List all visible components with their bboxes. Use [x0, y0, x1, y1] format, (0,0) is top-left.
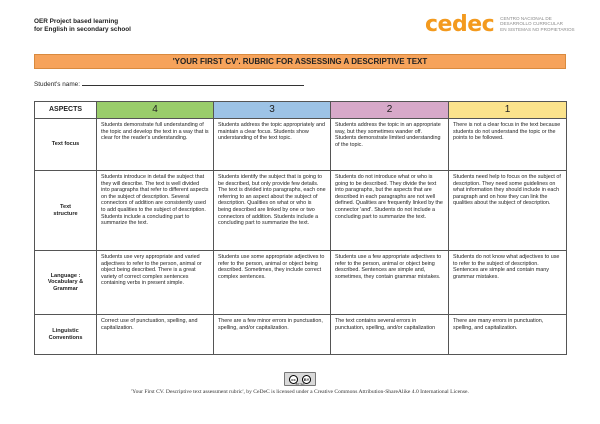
project-header	[34, 18, 131, 34]
table-row	[35, 171, 567, 251]
aspect-text-structure	[35, 171, 97, 251]
cell-level-4: Students demonstrate full understanding of the topic and develop the text in a way that is clear for the reader's understanding.	[97, 119, 214, 171]
cell-level-4: Correct use of punctuation, spelling, and capitalization.	[97, 315, 214, 355]
aspect-linguistic-conventions	[35, 315, 97, 355]
rubric-title: 'YOUR FIRST CV'. RUBRIC FOR ASSESSING A DESCRIPTIVE TEXT	[34, 54, 566, 69]
aspect-label-line: Grammar	[53, 285, 78, 292]
student-name-row	[34, 80, 304, 88]
logo-sub-line-1: CENTRO NACIONAL DE	[500, 15, 552, 21]
table-header-row	[35, 102, 567, 119]
logo-subtitle	[500, 16, 574, 32]
cc-license-badge[interactable]	[284, 372, 316, 386]
cell-level-4: Students use very appropriate and varied adjectives to refer to the person, animal or object being described. There is a great variety of correct complex sentences containing verbs in present simple.	[97, 251, 214, 315]
aspect-label-line: Text	[59, 203, 72, 210]
cell-level-1: Students need help to focus on the subject of description. They need some guidelines on what information they should include in each paragraph and on how they can link the qualities about the subject of description.	[449, 171, 567, 251]
cell-level-2: Students address the topic in an appropriate way, but they sometimes wander off. Students demonstrate limited understanding of the topic.	[331, 119, 449, 171]
level-1-header: 1	[449, 102, 567, 119]
cedec-logo	[425, 10, 575, 38]
table-row	[35, 315, 567, 355]
cell-level-3: Students identify the subject that is going to be described, but only provide few details. The text is divided into paragraphs, each one referring to an aspect about the subject of description. Qualities on what or who is being described are linked by one or two connectors of addition. Students include a concluding part to summarize the text.	[214, 171, 331, 251]
aspect-language	[35, 251, 97, 315]
cell-level-1: There are many errors in punctuation, spelling, and capitalization.	[449, 315, 567, 355]
cell-level-2: Students use a few appropriate adjectives to refer to the person, animal or object being described. Sentences are simple and, sometimes, they contain grammar mistakes.	[331, 251, 449, 315]
level-4-header: 4	[97, 102, 214, 119]
table-row	[35, 119, 567, 171]
table-row	[35, 251, 567, 315]
student-name-field[interactable]	[82, 80, 304, 86]
aspect-label-line: Language :	[50, 272, 81, 279]
cell-level-3: Students address the topic appropriately and maintain a clear focus. Students show understanding of the text topic.	[214, 119, 331, 171]
cell-level-4: Students introduce in detail the subject that they will describe. The text is well divided into paragraphs that refer to different aspects on the subject of description. Several connectors of addition are consistently used to add qualities to the subject of description. Students include a concluding part to summarize the text.	[97, 171, 214, 251]
header-line-2: for English in secondary school	[34, 26, 131, 33]
cell-level-2: The text contains several errors in punctuation, spelling, and/or capitalization	[331, 315, 449, 355]
logo-sub-line-3: EN SISTEMAS NO PROPIETARIOS	[500, 26, 575, 32]
level-2-header: 2	[331, 102, 449, 119]
cc-badge-label: BY SA	[295, 382, 305, 386]
cell-level-1: Students do not know what adjectives to use to refer to the subject of description. Sentences are simple and contain many grammar mistakes.	[449, 251, 567, 315]
cc-icon: cc	[289, 375, 298, 384]
header-line-1: OER Project based learning	[34, 18, 119, 25]
aspect-label-line: structure	[53, 210, 78, 217]
level-3-header: 3	[214, 102, 331, 119]
logo-sub-line-2: DESARROLLO CURRICULAR	[500, 21, 563, 27]
by-icon: BY	[303, 376, 310, 382]
aspect-label-line: Linguistic	[52, 327, 79, 334]
student-name-label: Student's name:	[34, 81, 80, 88]
license-text: 'Your First CV. Descriptive text assessment rubric', by CeDeC is licensed under a Creative Commons Attribution-ShareAlike 4.0 International License.	[131, 389, 469, 395]
aspects-header: ASPECTS	[35, 102, 97, 119]
rubric-table	[34, 101, 567, 355]
cell-level-3: There are a few minor errors in punctuation, spelling, and/or capitalization.	[214, 315, 331, 355]
aspect-text-focus: Text focus	[35, 119, 97, 171]
logo-word: cedec	[425, 11, 495, 37]
cell-level-3: Students use some appropriate adjectives to refer to the person, animal or object being described. Sometimes, they include correct complex sentences.	[214, 251, 331, 315]
aspect-label-line: Vocabulary &	[47, 279, 84, 286]
aspect-label-line: Conventions	[48, 334, 83, 341]
cell-level-1: There is not a clear focus in the text because students do not understand the topic or the points to be followed.	[449, 119, 567, 171]
cell-level-2: Students do not introduce what or who is going to be described. They divide the text into paragraphs, but the aspects that are described in each paragraphs are not well defined. Qualities are frequently linked by the connector 'and'. Students do not include a concluding part to summarize the text.	[331, 171, 449, 251]
